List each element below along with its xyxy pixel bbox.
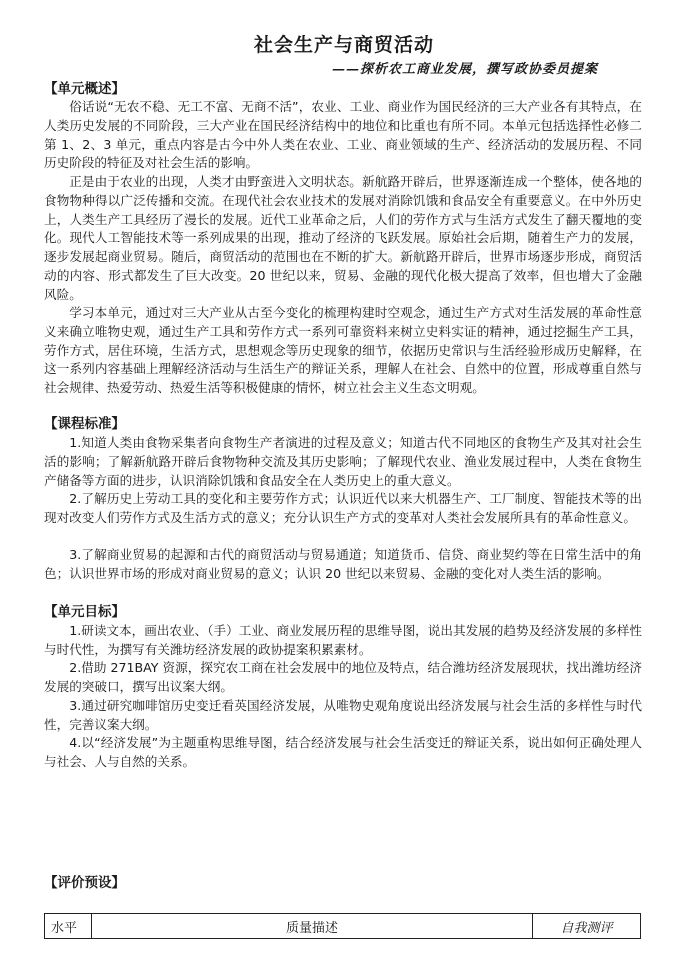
goal-item: 4.以“经济发展”为主题重构思维导图，结合经济发展与社会生活变迁的辩证关系，说出如何正确处理人与社会、人与自然的关系。: [44, 735, 642, 769]
standard-item: 2.了解历史上劳动工具的变化和主要劳作方式；认识近代以来大机器生产、工厂制度、智能技术等的出现对改变人们劳作方式及生活方式的意义；充分认识生产方式的变革对人类社会发展所具有的革命性意义。: [44, 491, 642, 525]
standard-item: 3.了解商业贸易的起源和古代的商贸活动与贸易通道；知道货币、信贷、商业契约等在日常生活中的角色；认识世界市场的形成对商业贸易的意义；认识 20 世纪以来贸易、金融的变化对人类生活的影响。: [44, 547, 642, 581]
table-header-self-assessment: 自我测评: [533, 914, 641, 939]
section-heading-overview: 【单元概述】: [44, 81, 125, 97]
overview-paragraph: 正是由于农业的出现，人类才由野蛮进入文明状态。新航路开辟后，世界逐渐连成一个整体，使各地的食物物种得以广泛传播和交流。在现代社会农业技术的发展对消除饥饿和食品安全有重要意义。在中外历史上，人类生产工具经历了漫长的发展。近代工业革命之后，人们的劳作方式与生活方式发生了翻天覆地的变化。现代人工智能技术等一系列成果的出现，推动了经济的飞跃发展。原始社会后期，随着生产力的发展，逐步发展起商业贸易。随后，商贸活动的范围也在不断的扩大。新航路开辟后，世界市场逐步形成，商贸活动的内容、形式都发生了巨大改变。20 世纪以来，贸易、金融的现代化极大提高了效率，但也增大了金融风险。: [44, 174, 642, 302]
goal-item: 3.通过研究咖啡馆历史变迁看英国经济发展，从唯物史观角度说出经济发展与社会生活的多样性与时代性，完善议案大纲。: [44, 698, 642, 732]
goal-item: 2.借助 271BAY 资源，探究农工商在社会发展中的地位及特点，结合潍坊经济发展现状，找出潍坊经济发展的突破口，撰写出议案大纲。: [44, 660, 642, 694]
goal-item: 1.研读文本，画出农业、（手）工业、商业发展历程的思维导图，说出其发展的趋势及经济发展的多样性与时代性，为撰写有关潍坊经济发展的政协提案积累素材。: [44, 623, 642, 657]
section-heading-standards: 【课程标准】: [44, 416, 125, 432]
overview-paragraph: 俗话说“无农不稳、无工不富、无商不活”，农业、工业、商业作为国民经济的三大产业各有其特点，在人类历史发展的不同阶段，三大产业在国民经济结构中的地位和比重也有所不同。本单元包括选择性必修二第 1、2、3 单元，重点内容是古今中外人类在农业、工业、商业领域的生产、经济活动的发展历程、不同历史阶段的特征及对社会生活的影响。: [44, 99, 642, 171]
overview-paragraph: 学习本单元，通过对三大产业从古至今变化的梳理构建时空观念，通过生产方式对生活发展的革命性意义来确立唯物史观，通过生产工具和劳作方式一系列可靠资料来树立史料实证的精神，通过挖掘生产工具，劳作方式，居住环境，生活方式，思想观念等历史现象的细节，依据历史常识与生活经验形成历史解释，在这一系列内容基础上理解经济活动与生活生产的辩证关系，理解人在社会、自然中的位置，形成尊重自然与社会规律、热爱劳动、热爱生活等积极健康的情怀，树立社会主义生态文明观。: [44, 305, 642, 396]
section-heading-evaluation: 【评价预设】: [44, 875, 125, 891]
evaluation-table: [44, 913, 641, 939]
page-subtitle: ——探析农工商业发展，撰写政协委员提案: [331, 62, 598, 77]
table-header-row: [45, 914, 641, 939]
section-heading-goals: 【单元目标】: [44, 604, 125, 620]
page-title: 社会生产与商贸活动: [253, 34, 434, 56]
table-header-description: 质量描述: [92, 914, 533, 939]
table-header-level: 水平: [45, 914, 92, 939]
standard-item: 1.知道人类由食物采集者向食物生产者演进的过程及意义；知道古代不同地区的食物生产及其对社会生活的影响；了解新航路开辟后食物物种交流及其历史影响；了解现代农业、渔业发展过程中，人类在食物生产储备等方面的进步，认识消除饥饿和食品安全在人类历史上的重大意义。: [44, 435, 642, 488]
